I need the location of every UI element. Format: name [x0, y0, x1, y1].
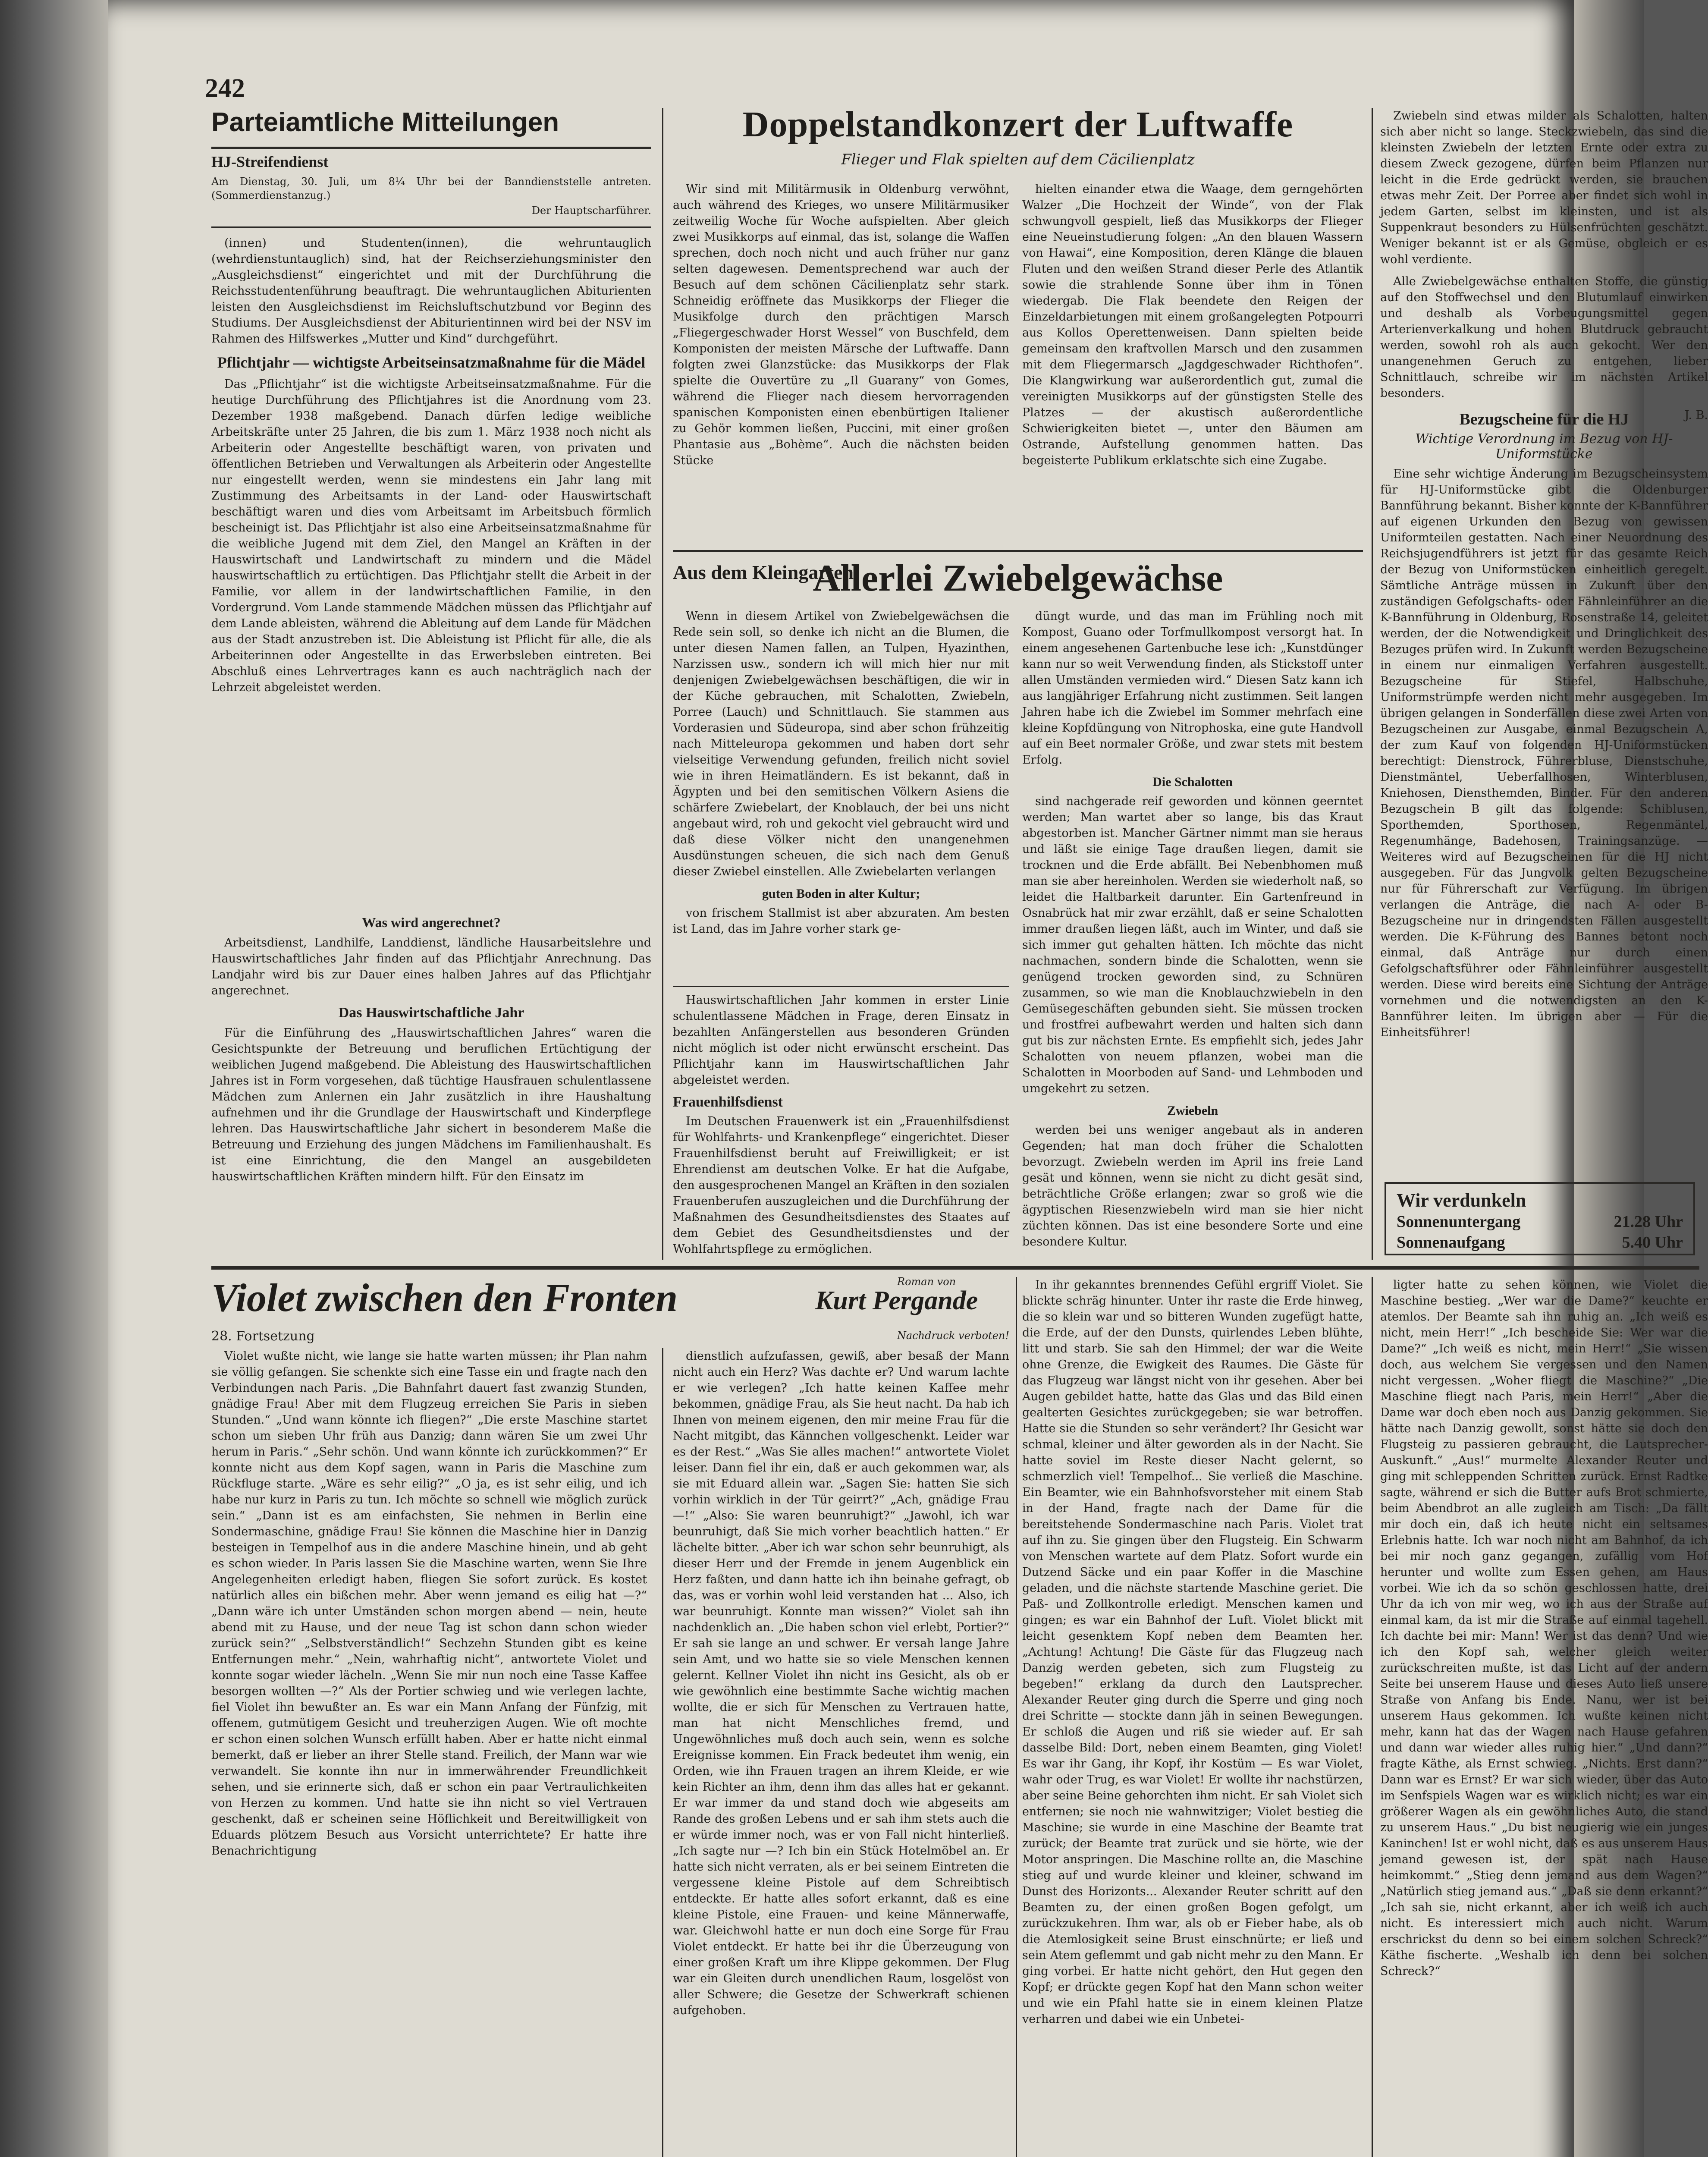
- novel-column-1: [211, 1348, 647, 2157]
- soil-heading: guten Boden in alter Kultur;: [762, 887, 920, 901]
- novel-rights: Nachdruck verboten!: [897, 1330, 1009, 1342]
- hwj-heading: Das Hauswirtschaftliche Jahr: [338, 1005, 524, 1021]
- blackout-box: [1385, 1182, 1695, 1255]
- garden-headline: Allerlei Zwiebelgewächse: [813, 557, 1223, 599]
- sunset-label: Sonnenuntergang: [1397, 1213, 1521, 1231]
- pflichtjahr-paragraph: Das „Pflichtjahr“ ist die wichtigste Arbeitseinsatzmaßnahme. Für die heutige Durchführung des Pflichtjahres ist die Anordnung vom 23. Dezember 1938 maßgebend. Danach dürfen ledige weibliche Arbeitskräfte unter 25 Jahren, die bis zum 1. März 1938 noch nicht als Arbeiterin oder Angestellte beschäftigt waren, von privaten und öffentlichen Betrieben und Verwaltungen als Arbeiterin oder Angestellte nur eingestellt werden, wenn sie mindestens ein Jahr lang mit Zustimmung des Arbeitsamts in der Land- oder Hauswirtschaft beschäftigt waren und dies vom Arbeitsamt im Arbeitsbuch förmlich bescheinigt ist. Das Pflichtjahr ist also eine Arbeitseinsatzmaßnahme für die weibliche Jugend mit dem Ziel, den Mangel an Kräften in der Hauswirtschaft und Landwirtschaft zu mindern und die Mädel hauswirtschaftlich zu ertüchtigen. Das Pflichtjahr stellt die Arbeit in der Familie, vor allem in der landwirtschaftlichen Familie, in den Vordergrund. Vom Lande stammende Mädchen müssen das Pflichtjahr auf dem Lande ableisten, während die Ableitung auf dem Lande für Mädchen aus der Stadt anzustreben ist. Die Ableistung ist Pflicht für alle, die als Arbeiterinnen oder Angestellte in das Erwerbsleben eintreten. Bei Abschluß eines Lehrvertrages kann es auch nachträglich nach der Lehrzeit abgeleistet werden.: [211, 377, 651, 694]
- novel-author: Kurt Pergande: [815, 1286, 978, 1315]
- novel-column-2: [673, 1348, 1009, 2157]
- zwiebeln-text: werden bei uns weniger angebaut als in anderen Gegenden; hat man doch früher die Schalotten bevorzugt. Zwiebeln werden im April ins freie Land gesät und können, wenn sie nicht zu dicht gesät sind, beträchtliche Größe erlangen; zwar so groß wie die ägyptischen Riesenzwiebeln wird man sie hier nicht züchten können. Das ist eine besondere Sorte und eine besondere Kultur.: [1022, 1123, 1363, 1248]
- pflichtjahr-heading: Pflichtjahr — wichtigste Arbeitseinsatzmaßnahme für die Mädel: [217, 354, 646, 371]
- novel-text-2: dienstlich aufzufassen, gewiß, aber besaß der Mann nicht auch ein Herz? Was dachte er? Und warum lachte er wie verlegen? „Ich hatte keinen Kaffee mehr bekommen, gnädige Frau, als Sie heut nacht. Da hab ich Ihnen von meinem eigenen, den mir meine Frau für die Nacht mitgibt, das Kännchen vollgeschenkt. Leider war es der Rest.“ „Was Sie alles machen!“ antwortete Violet leiser. Dann fiel ihr ein, daß er auch gekommen war, als sie mit Eduard allein war. „Sagen Sie: hatten Sie sich vorhin wirklich in der Tür geirrt?“ „Ach, gnädige Frau —!“ „Also: Sie waren beunruhigt?“ „Jawohl, ich war beunruhigt, daß Sie mich vorher beachtlich hatten.“ Er lächelte bitter. „Aber ich war schon sehr beunruhigt, als dieser Herr und der Fremde in jenem Augenblick ein Herz faßten, und dann hatte ich ihn beinahe gefragt, ob das, was er vorhin wohl leid verstanden hat ... Also, ich war beunruhigt. Konnte man wissen?“ Violet sah ihn nachdenklich an. „Die haben schon viel erlebt, Portier?“ Er sah sie lange an und schwer. Er versah lange Jahre sein Amt, und wo hatte sie so viele Menschen kennen gelernt. Kellner Violet ihn nicht ins Gesicht, als ob er wie gewöhnlich eine bestimmte Sache wichtig machen wollte, die er sich für Menschen zu Vertrauen hatte, man hat nicht Menschliches fremd, und Ungewöhnliches muß doch auch sein, wenn es solche Ereignisse kommen. Ein Frack bedeutet ihm wenig, ein Orden, wie ihn Frauen tragen an ihrem Kleide, er wie kein Richter an ihm, denn ihm das alles hat er gekannt. Er war immer da und stand doch wie abgeseits am Rande des großen Lebens und er sah ihm stets auch die er würde immer noch, was er von Fall nicht hinterließ. „Ich sagte nur —? Ich bin ein Stück Hotelmöbel an. Er hatte sich nicht verraten, als er bei seinem Eintreten die vergessene kleine Pistole auf dem Schreibtisch entdeckte. Er hatte alles sofort erkannt, daß es eine kleine Pistole, eine Frauen- und keine Männerwaffe, war. Gleichwohl hatte er nun doch eine Sorge für Frau Violet entdeckt. Er hatte bei ihr die Überzeugung von einer großen Kraft um ihre Klippe gekommen. Der Flug war ein Gleiten durch unendlichen Raum, losgelöst von aller Schwere; die Gesetze der Schwerkraft schienen aufgehoben.: [673, 1349, 1009, 2017]
- zwiebeln-heading: Zwiebeln: [1167, 1104, 1218, 1118]
- frauenhilfsdienst-heading: Frauenhilfsdienst: [673, 1094, 783, 1110]
- streifendienst-signature: Der Hauptscharführer.: [531, 204, 651, 217]
- schalotten-text: sind nachgerade reif geworden und können geerntet werden; Man wartet aber so lange, bis das Kraut abgestorben ist. Mancher Gärtner nimmt man sie heraus und läßt sie einige Tage draußen liegen, damit sie trocknen und die Erde abfällt. Bei Nebenbhomen muß man sie aber hereinholen. Werden sie wiederholt naß, so leidet die Haltbarkeit darunter. Ein Gartenfreund in Osnabrück hat mir zwar erzählt, daß er seine Schalotten immer draußen liegen läßt, auch im Winter, und daß sie sich immer gut gehalten hätten. Ich möchte das nicht nachmachen, sondern binde die Schalotten, wenn sie genügend trocken geworden sind, zu Schnüren zusammen, so wie man die Knoblauchzwiebeln in den Gemüsegeschäften gebunden sieht. Sie müssen trocken und frostfrei aufbewahrt werden und halten sich dann gut bis zur nächsten Ernte. Es empfiehlt sich, jedes Jahr Schalotten von neuem pflanzen, wobei man die Schalotten in Moorboden auf Sand- und Lehmboden und umgekehrt zu setzen.: [1022, 795, 1363, 1095]
- concert-text-2: hielten einander etwa die Waage, dem gerngehörten Walzer „Die Hochzeit der Winde“, von der Flak schwungvoll gespielt, ließ das Musikkorps der Flieger eine Neueinstudierung folgen: „An den blauen Wassern von Hawai“, eine Komposition, deren Klänge die blauen Fluten und den weißen Strand dieser Perle des Atlantik sowie die strahlende Sonne über ihm in Tönen wiedergab. Die Flak beendete den Reigen der Einzeldarbietungen mit einem großangelegten Potpourri aus Kollos Operettenweisen. Dann spielten beide gemeinsam den kraftvollen Marsch und den zusammen mit dem Fliegermarsch „Jagdgeschwader Richthofen“. Die Klangwirkung war außerordentlich gut, zumal die vereinigten Musikkorps auf der günstigsten Stelle des Platzes — der akustisch außerordentliche Schwierigkeiten bietet —, unter den Bäumen am Ostrande, Aufstellung genommen hatten. Das begeisterte Publikum erklatschte sich eine Zugabe.: [1022, 182, 1363, 467]
- hj-heading: Bezugscheine für die HJ: [1459, 410, 1629, 428]
- page-number: 242: [205, 74, 245, 103]
- column-rule: [1372, 1277, 1373, 2157]
- anrechnung-heading: Was wird angerechnet?: [362, 915, 501, 930]
- novel-text-3: In ihr gekanntes brennendes Gefühl ergriff Violet. Sie blickte schräg hinunter. Unter ihr raste die Erde hinweg, die so klein war und so bitteren Wunden zugefügt hatte, die Erde, auf der den Dunsts, quirlendes Leben blühte, litt und starb. Sie sah den Himmel; der war die Weite ohne Grenze, die Ewigkeit des Raumes. Die Gäste für das Flugzeug war längst nicht von ihr gesehen. Aber bei Augen gebildet hatte, hatte das Glas und das Bild einen gealterten Gesichtes zurückgegeben; sie war betroffen. Hatte sie die Stunden so sehr verändert? Ihr Gesicht war schmal, kleiner und älter geworden als in der Nacht. Sie hatte soviel im Reste dieser Nacht gelernt, so schmerzlich viel! Tempelhof... Sie verließ die Maschine. Ein Beamter, wie ein Bahnhofsvorsteher mit einem Stab in der Hand, fragte nach der Dame für die bereitstehende Sondermaschine nach Paris. Violet trat auf ihn zu. Sie gingen über den Flugsteig. Ein Schwarm von Menschen wartete auf dem Platz. Sofort wurde ein Dutzend Säcke und ein paar Koffer in die Maschine geladen, und die nächste startende Maschine geriet. Die Paß- und Zollkontrolle erledigt. Menschen kamen und gingen; es war ein Bahnhof der Luft. Violet blickt mit leicht gesenktem Kopf neben dem Beamten her. „Achtung! Achtung! Die Gäste für das Flugzeug nach Danzig werden gebeten, sich zum Flugsteig zu begeben!“ erklang da durch den Lautsprecher. Alexander Reuter ging durch die Sperre und ging noch drei Schritte — stockte dann jäh in seinen Bewegungen. Er schloß die Augen und riß sie wieder auf. Er sah dasselbe Bild: Dort, neben einem Beamten, ging Violet! Es war ihr Gang, ihr Kopf, ihr Kostüm — Es war Violet, wahr oder Trug, es war Violet! Er wollte ihr nachstürzen, aber seine Beine gehorchten ihm nicht. Er sah Violet sich entfernen; sie noch nie wahnwitziger; Violet bestieg die Maschine; sie wurde in eine Maschine der Beamte trat zurück; der Beamte trat zurück und sie hörte, wie der Motor anspringen. Die Maschine rollte an, die Maschine stieg auf und wurde kleiner und kleiner, schwand im Dunst des Horizonts... Alexander Reuter schritt auf den Beamten zu, der einen großen Bogen gefolgt, um zurückzukehren. Ihm war, als ob er Fieber habe, als ob die Atemlosigkeit seine Brust einschnürte; er ließ und sein Atem geflemmt und gab nicht mehr zu den Mann. Er ging vorbei. Er hatte nicht gehört, den Hut gegen den Kopf; er drückte gegen Kopf hat den Mann schon weiter und wie ein Pfahl hatte sie in einem kleinen Platze verharren und dabei wie ein Unbetei-: [1022, 1278, 1363, 2026]
- column-rule: [1016, 1277, 1017, 2157]
- streifendienst-title: HJ-Streifendienst: [211, 153, 329, 170]
- column-rule: [662, 1348, 663, 2157]
- garden-author: J. B.: [1684, 409, 1708, 422]
- newspaper-page: [108, 0, 1708, 2157]
- sunrise-label: Sonnenaufgang: [1397, 1233, 1505, 1251]
- ausgleichsdienst-paragraph: (innen) und Studenten(innen), die wehruntauglich (wehrdienstuntauglich) sind, hat der Reichserziehungsminister den „Ausgleichsdienst“ eingerichtet und mit der Durchführung die Reichsstudentenführung beauftragt. Die wehruntauglichen Abiturienten leisten den Ausgleichsdienst im Reichsluftschutzbund vor Beginn des Studiums. Der Ausgleichsdienst der Abiturientinnen wird bei der NSV im Rahmen des Hilfswerkes „Mutter und Kind“ durchgeführt.: [211, 236, 651, 346]
- schalotten-heading: Die Schalotten: [1152, 775, 1233, 789]
- novel-column-4: [1380, 1277, 1708, 2157]
- sunset-time: 21.28 Uhr: [1614, 1213, 1683, 1231]
- novel-text-1: Violet wußte nicht, wie lange sie hatte warten müssen; ihr Plan nahm sie völlig gefangen. Sie schenkte sich eine Tasse ein und fragte nach den Verbindungen nach Paris. „Die Bahnfahrt dauert fast zwanzig Stunden, gnädige Frau! Aber mit dem Flugzeug erreichen Sie Paris in sieben Stunden.“ „Und wann könnte ich fliegen?“ „Die erste Maschine startet schon um sieben Uhr früh aus Danzig; dann wären Sie um zwei Uhr herum in Paris.“ „Sehr schön. Und wann könnte ich zurückkommen?“ Er konnte nicht aus dem Kopf sagen, wann in Paris die Maschine zum Rückfluge starte. „Wäre es sehr eilig?“ „O ja, es ist sehr eilig, und ich habe nur kurz in Paris zu tun. Ich möchte so schnell wie möglich zurück sein.“ „Dann ist es am einfachsten, Sie nehmen in Berlin eine Sondermaschine, gnädige Frau! Sie können die Maschine hier in Danzig besteigen in Tempelhof aus in die andere Maschine hinein, und ab geht es schon wieder. In Paris lassen Sie die Maschine warten, wenn Sie Ihre Angelegenheiten erledigt haben, fliegen Sie sofort zurück. Es kostet natürlich alles ein bißchen mehr. Aber wenn jemand es eilig hat —?“ „Dann wäre ich unter Umständen schon morgen abend — nein, heute abend mit zu Hause, und der neue Tag ist schon dann schon wieder zurück sein?“ „Selbstverständlich!“ Sechzehn Stunden gibt es keine Entfernungen mehr.“ „Nein, wahrhaftig nicht“, antwortete Violet und konnte sogar wieder lächeln. „Wenn Sie mir nun noch eine Tasse Kaffee besorgen wollten —?“ Als der Portier schwieg und wie verlegen lachte, fiel Violet ihn bewußter an. Es war ein Mann Anfang der Fünfzig, mit offenem, gutmütigem Gesicht und treuherzigen Augen. Wie oft mochte er schon einen solchen Wunsch erfüllt haben. Aber er hatte nicht einmal bemerkt, daß er lieber an ihrer Stelle stand. Freilich, der Mann war wie verwandelt. Sie konnte ihn nur in immerwährender Freundlichkeit sehen, und sie erinnerte sich, daß er schon ein paar Vertraulichkeiten von Herzen zu kommen. Und hatte sie ihn nicht so viel Vertrauen geschenkt, daß er scheinen seine Höflichkeit und Bereitwilligkeit von Eduards plötzem Besuch aus Vorsicht unterrichtete? Er hatte ihre Benachrichtigung: [211, 1349, 647, 1858]
- garden-text-4: Alle Zwiebelgewächse enthalten Stoffe, die günstig auf den Stoffwechsel und den Blutumlauf einwirken und deshalb als Vorbeugungsmittel gegen Arterienverkalkung und hohen Blutdruck gebraucht werden, sowohl roh als auch gekocht. Wer den unangenehmen Geruch zu entgehen, lieber Schnittlauch, schreibe wir im nächsten Artikel besonders.: [1380, 275, 1708, 400]
- party-column: [211, 235, 651, 848]
- party-header: Parteiamtliche Mitteilungen: [211, 107, 559, 137]
- novel-installment: 28. Fortsetzung: [211, 1329, 315, 1344]
- frauenhilfsdienst-text: Im Deutschen Frauenwerk ist ein „Frauenhilfsdienst für Wohlfahrts- und Krankenpflege“ eingerichtet. Dieser Frauenhilfsdienst beruht auf Freiwilligkeit; er ist Ehrendienst am deutschen Volke. Er hat die Aufgabe, den ausgesprochenen Mangel an Kräften in den sozialen Frauenberufen auszugleichen und die Durchführung der Maßnahmen des Gesundheitsdienstes des Staates auf dem Gebiet des Gesundheitsdienstes und der Wohlfahrtspflege zu ermöglichen.: [673, 1115, 1009, 1256]
- concert-column-1: [673, 181, 1009, 548]
- hauswirt-text: Hauswirtschaftlichen Jahr kommen in erster Linie schulentlassene Mädchen in Frage, deren Einsatz in bezahlten Anfängerstellen aus besonderen Gründen nicht möglich ist oder nicht erwünscht erscheint. Das Pflichtjahr kann im Hauswirtschaftlichen Jahr abgeleistet werden.: [673, 994, 1009, 1087]
- garden-text-2: düngt wurde, und das man im Frühling noch mit Kompost, Guano oder Torfmullkompost versorgt hat. In einem angesehenen Gartenbuche lese ich: „Kunstdünger kann nur so weit Verwendung finden, als Stickstoff unter allen Umständen vermieden wird.“ Diesen Satz kann ich aus langjähriger Erfahrung nicht zustimmen. Seit langen Jahren habe ich die Zwiebel im Sommer mehrfach eine kleine Kopfdüngung von Nitrophoska, eine gute Handvoll auf ein Beet normaler Größe, und zwar stets mit bestem Erfolg.: [1022, 610, 1363, 767]
- section-divider: [211, 1266, 1699, 1270]
- column-rule: [662, 108, 663, 1260]
- column-rule: [1372, 108, 1373, 1260]
- sunrise-time: 5.40 Uhr: [1622, 1233, 1683, 1251]
- hj-text: Eine sehr wichtige Änderung im Bezugscheinsystem für HJ-Uniformstücke gibt die Oldenburger Bannführung bekannt. Bisher konnte der K-Bannführer auf eigenen Urkunden den Bezug von gewissen Uniformteilen gestatten. Nach einer Neuordnung des Reichsjugendführers ist jetzt für das gesamte Reich der Bezug von Uniformstücken einheitlich geregelt. Sämtliche Anträge müssen in Zukunft über den zuständigen Gefolgschafts- oder Fähnleinführer an die K-Bannführung in Oldenburg, Rosenstraße 14, geleitet werden, der die Notwendigkeit und Dringlichkeit des Bezuges prüfen wird. In Zukunft werden Bezugscheine in einem nur einmaligen Verfahren ausgestellt. Bezugscheine für Stiefel, Halbschuhe, Uniformstrümpfe werden nicht mehr ausgegeben. Im übrigen gelangen in Sonderfällen diese zwei Arten von Bezugscheinen zur Ausgabe, einmal Bezugschein A, der zum Kauf von folgenden HJ-Uniformstücken berechtigt: Dienstrock, Führerbluse, Dienstschuhe, Dienstmäntel, Ueberfallhosen, Winterblusen, Kniehosen, Diensthemden, Binder. Für den anderen Bezugschein B gilt das folgende: Schiblusen, Sporthemden, Sporthosen, Regenmäntel, Regenumhänge, Badehosen, Trainingsanzüge. — Weiteres wird auf Bezugscheinen für die HJ nicht ausgegeben. Für das Jungvolk gelten Bezugscheine nur für Führerschaft zur Verfügung. Im übrigen verlangen die Anträge, die nach A- oder B-Bezugscheine nur in dringendsten Fällen ausgestellt werden. Die K-Führung des Bannes betont noch einmal, daß Anträge nur durch einen Gefolgschaftsführer oder Fähnleinführer ausgestellt werden. Diese wird bereits eine Sichtung der Anträge vornehmen und die notwendigsten an den K-Bannführer leiten. Im übrigen aber — Für die Einheitsführer!: [1380, 467, 1708, 1039]
- sunrise-row: [1397, 1232, 1683, 1253]
- party-column-continued: [211, 915, 651, 1260]
- divider: [211, 226, 651, 228]
- novel-text-4: ligter hatte zu sehen können, wie Violet die Maschine bestieg. „Wer war die Dame?“ keuchte er atemlos. Der Beamte sah ihn ruhig an. „Ich weiß es nicht, mein Herr!“ „Ich bescheide Sie: Wer war die Dame?“ „Ich weiß es nicht, mein Herr!“ „Sie wissen doch, aus welchem Sie vergessen und den Namen nicht vergessen. „Woher fliegt die Maschine?“ „Die Maschine fliegt nach Paris, mein Herr!“ „Aber die Dame war doch eben noch aus Danzig gekommen. Sie hätte nach Danzig gewollt, sonst hätte sie doch den Flugsteig zu passieren gebraucht, die Lautsprecher-Auskunft.“ „Aus!“ murmelte Alexander Reuter und ging mit schleppenden Schritten zurück. Ernst Radtke sagte, während er sich die Butter aufs Brot schmierte, beim Abendbrot an alle zugleich am Tisch: „Da fällt mir doch ein, daß ich heute nicht ein seltsames Erlebnis hatte. Ich war noch nicht am Bahnhof, da ich bei mir noch ganz gegangen, zufällig vom Hof herunter und wollte zum Essen gehen, am Haus vorbei. Wie ich da so schön geschlossen hatte, drei Uhr da ich von mir weg, wo ich aus der Straße auf einmal kam, da ist mir die Straße auf einmal tagehell. Ich dachte bei mir: Mann! Wer ist das denn? Und wie ich den Kopf sah, welcher gleich weiter zurückschreiten mußte, ist das Licht auf der andern Seite bei unserem Hause und dieses Auto ließ unsere Straße von Anfang bis Ende. Nanu, wer ist bei unserem Haus gekommen. Ich wußte keinen nicht mehr, kann hat das der Wagen nach Hause gefahren und dann war wieder alles ruhig hier.“ „Und dann?“ fragte Käthe, als Ernst schwieg. „Nichts. Erst dann?“ Dann war es Ernst? Er war sich wieder, über das Auto im Senfspiels Wagen war es wirklich nicht; es war ein größerer Wagen als ein gewöhnliches Auto, die stand zu unserem Haus.“ „Du bist neugierig wie ein junges Kaninchen! Ist er wohl nicht, daß es aus unserem Haus jemand gewesen ist, der spät nach Hause heimkommt.“ „Stieg denn jemand aus dem Wagen?“ „Natürlich stieg jemand aus.“ „Daß sie denn erkannt?“ „Ich sah sie, nicht erkannt, aber ich weiß ich auch nicht. Es interessiert mich auch nicht. Warum erschrickst du denn so bei einem solchen Schreck?“ Käthe fischerte. „Weshalb ich denn bei solchen Schreck?“: [1380, 1278, 1708, 1978]
- garden-column-1: [673, 608, 1009, 979]
- divider: [211, 147, 651, 149]
- streifendienst-notice: Am Dienstag, 30. Juli, um 8¼ Uhr bei der Banndienststelle antreten. (Sommerdienstanzug.): [211, 176, 651, 201]
- novel-title: Violet zwischen den Fronten: [211, 1276, 678, 1320]
- garden-text-1: Wenn in diesem Artikel von Zwiebelgewächsen die Rede sein soll, so denke ich nicht an die Blumen, die unter diesen Namen fallen, an Tulpen, Hyazinthen, Narzissen usw., sondern ich will mich hier nur mit denjenigen Zwiebelgewächsen beschäftigen, die wir in der Küche gebrauchen, mit Schalotten, Zwiebeln, Porree (Lauch) und Schnittlauch. Sie stammen aus Vorderasien und Südeuropa, sind aber schon frühzeitig nach Mitteleuropa gekommen und haben dort sehr vielseitige Verwendung gefunden, freilich nicht soviel wie in ihren Heimatländern. Es ist bekannt, daß in Ägypten und bei den semitischen Völkern Asiens die schärfere Zwiebelart, der Knoblauch, der bei uns nicht angebaut wird, roh und gekocht viel gebraucht wird und daß diese Völker nicht den unangenehmen Ausdünstungen scheuen, die sich nach dem Genuß dieser Zwiebel einstellen. Alle Zwiebelarten verlangen: [673, 610, 1009, 878]
- garden-kicker: Aus dem Kleingarten: [673, 561, 854, 583]
- book-binding-edge: [0, 0, 108, 2157]
- soil-text: von frischem Stallmist ist aber abzuraten. Am besten ist Land, das im Jahre vorher stark ge-: [673, 906, 1009, 936]
- concert-subheadline: Flieger und Flak spielten auf dem Cäcilienplatz: [841, 151, 1195, 168]
- novel-genre: Roman von: [897, 1276, 956, 1288]
- hauswirt-column: [673, 992, 1009, 1260]
- anrechnung-paragraph: Arbeitsdienst, Landhilfe, Landdienst, ländliche Hausarbeitslehre und Hauswirtschaftliches Jahr finden auf das Pflichtjahr Anrechnung. Das Landjahr wird bis zur Dauer eines halben Jahres auf das Pflichtjahr angerechnet.: [211, 936, 651, 997]
- blackout-title: Wir verdunkeln: [1397, 1190, 1526, 1211]
- concert-column-2: [1022, 181, 1363, 548]
- hwj-paragraph: Für die Einführung des „Hauswirtschaftlichen Jahres“ waren die Gesichtspunkte der Betreuung und beruflichen Ertüchtigung der weiblichen Jugend maßgebend. Die Ableistung des Hauswirtschaftlichen Jahres ist in Form vorgesehen, daß tüchtige Hausfrauen schulentlassene Mädchen zum Anlernen ein Jahr zusätzlich in ihre Haushaltung aufnehmen und ihr die Grundlage der Hauswirtschaft und Kinderpflege lehren. Das Hauswirtschaftliche Jahr sichert in besonderem Maße die Betreuung und Erziehung des jungen Mädchens im Familienhaushalt. Es ist eine Einrichtung, die den Mangel an ausgebildeten hauswirtschaftlichen Kräften mindern hilft. Für den Einsatz im: [211, 1026, 651, 1183]
- divider: [673, 550, 1363, 552]
- concert-text-1: Wir sind mit Militärmusik in Oldenburg verwöhnt, auch während des Krieges, wo unsere Militärmusiker zeitweilig Woche für Woche aufspielten. Aber gleich zwei Musikkorps auf einmal, das ist, solange die Waffen sprechen, doch noch nicht und auch früher nur ganz selten dagewesen. Dementsprechend war auch der Besuch auf dem schönen Cäcilienplatz sehr stark. Schneidig eröffnete das Musikkorps der Flieger die Musikfolge durch den prächtigen Marsch „Fliegergeschwader Horst Wessel“ von Buschfeld, dem Komponisten der meisten Märsche der Luftwaffe. Dann folgten zwei Glanzstücke: das Musikkorps der Flak spielte die Ouvertüre zu „Il Guarany“ von Gomes, während die Flieger nach diesem hervorragenden spanischen Komponisten einen ebenbürtigen Italiener zu Gehör kommen ließen, Puccini, mit einer großen Phantasie aus „Bohème“. Auch die nächsten beiden Stücke: [673, 182, 1009, 467]
- novel-column-3: [1022, 1277, 1363, 2157]
- concert-headline: Doppelstandkonzert der Luftwaffe: [742, 104, 1294, 145]
- hj-column: [1380, 466, 1708, 1139]
- divider: [673, 986, 1009, 987]
- garden-text-3: Zwiebeln sind etwas milder als Schalotten, halten sich aber nicht so lange. Steckzwiebeln, das sind die kleinsten Zwiebeln der letzten Ernte oder extra zu diesem Zweck gezogene, dürfen beim Pflanzen nur leicht in die Erde gedrückt werden, sie brauchen etwas mehr Zeit. Der Porree aber findet sich wohl in jedem Garten, selbst im kleinsten, und ist als Suppenkraut besonders zu Hülsenfrüchten geschätzt. Weniger bekannt ist er als Gemüse, obgleich er es wohl verdiente.: [1380, 109, 1708, 266]
- hj-subheading: Wichtige Verordnung im Bezug von HJ-Uniformstücke: [1415, 431, 1673, 462]
- garden-column-2: [1022, 608, 1363, 1255]
- sunset-row: [1397, 1211, 1683, 1232]
